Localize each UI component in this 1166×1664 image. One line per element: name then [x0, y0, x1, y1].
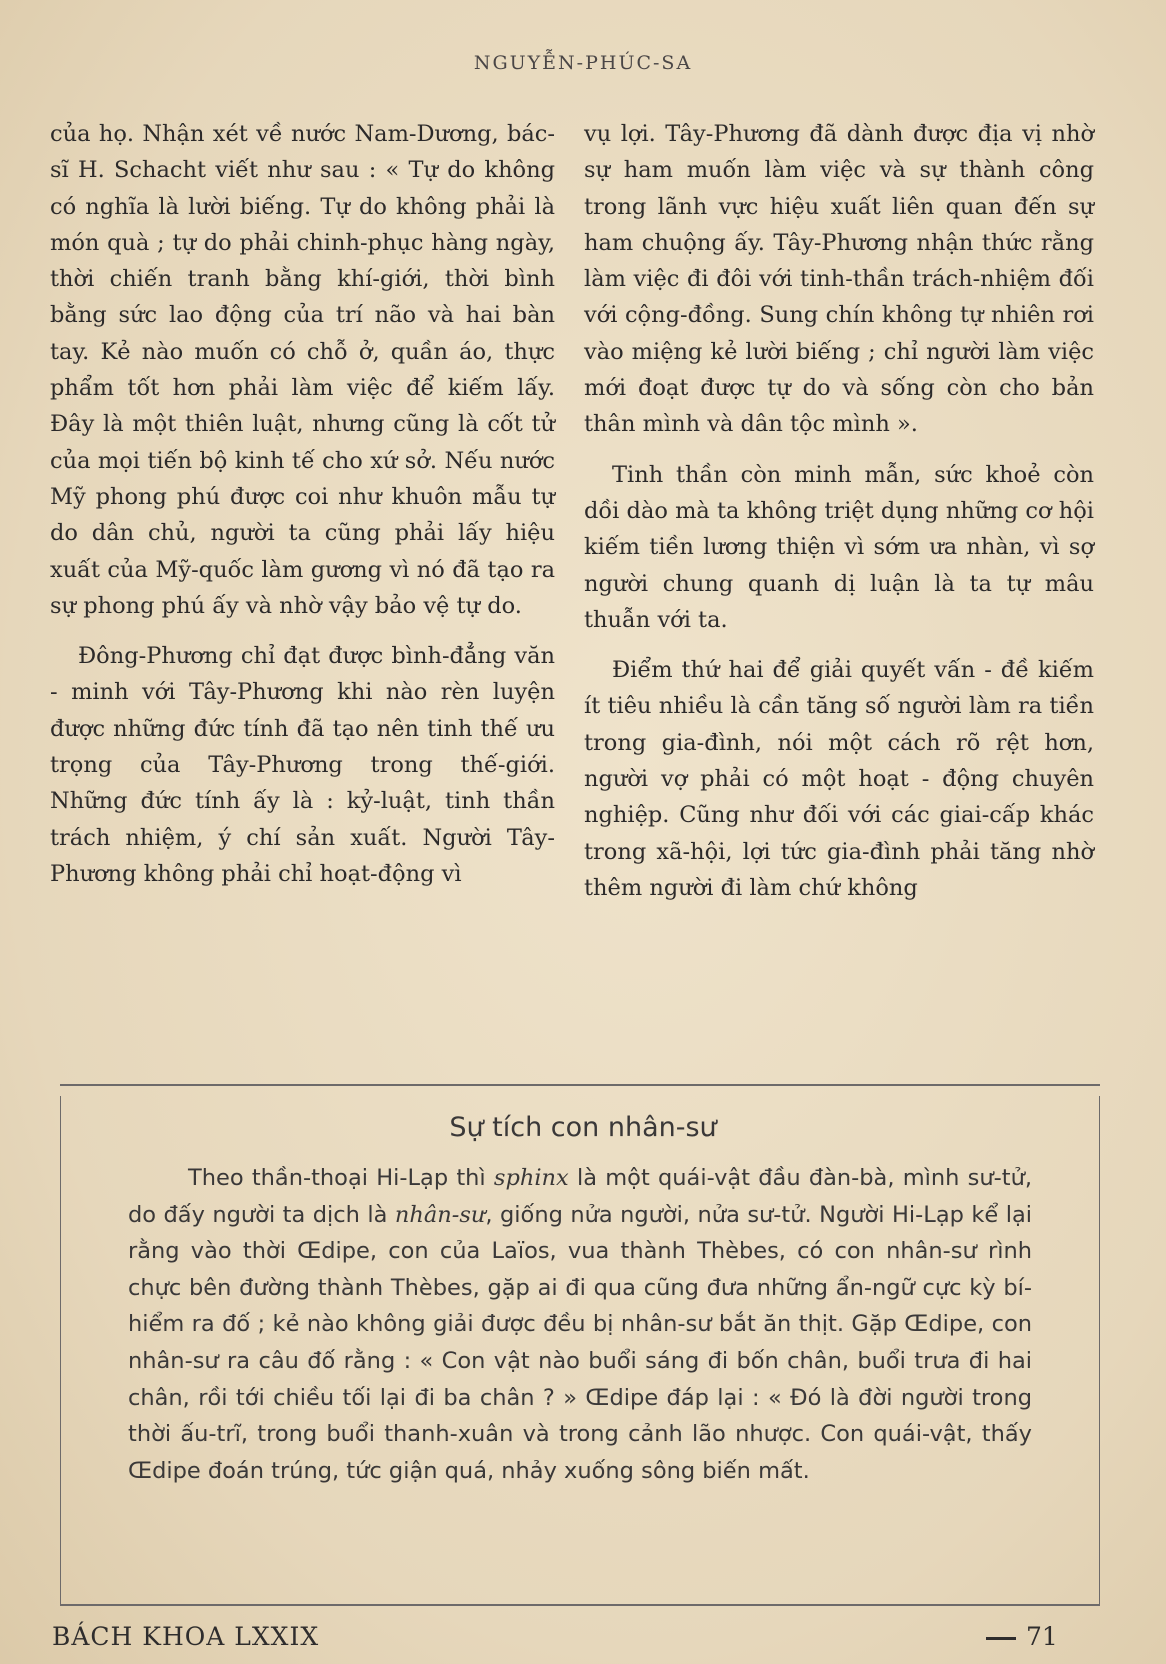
sidebar-paragraph: [128, 1160, 1032, 1489]
top-divider: [60, 1084, 1100, 1086]
right-column: [584, 116, 1094, 906]
left-column: [50, 116, 555, 892]
sidebar-body: [128, 1160, 1032, 1489]
sidebar-title: Sự tích con nhân-sư: [449, 1112, 717, 1143]
sidebar-term-nhan-su: nhân-sư: [394, 1201, 486, 1228]
right-paragraph-2: Tinh thần còn minh mẫn, sức khoẻ còn dồi dào mà ta không triệt dụng những cơ hội kiếm tiền lương thiện vì sớm ưa nhàn, vì sợ người chung quanh dị luận là ta tự mâu thuẫn với ta.: [584, 461, 1094, 633]
publication-name: BÁCH KHOA LXXIX: [52, 1622, 320, 1651]
sidebar-text-1: Theo thần-thoại Hi-Lạp thì: [188, 1165, 494, 1191]
running-title: NGUYỄN-PHÚC-SA: [473, 52, 693, 74]
right-paragraph-3: Điểm thứ hai để giải quyết vấn - đề kiếm ít tiêu nhiều là cần tăng số người làm ra tiền trong gia-đình, nói một cách rõ rệt hơn, người vợ phải có một hoạt - động chuyên nghiệp. Cũng như đối với các giai-cấp khác trong xã-hội, lợi tức gia-đình phải tăng nhờ thêm người đi làm chứ không: [584, 657, 1094, 901]
page-number: 71: [1026, 1622, 1058, 1651]
right-paragraph-1: vụ lợi. Tây-Phương đã dành được địa vị nhờ sự ham muốn làm việc và sự thành công trong lãnh vực hiệu xuất liên quan đến sự ham chuộng ấy. Tây-Phương nhận thức rằng làm việc đi đôi với tinh-thần trách-nhiệm đối với cộng-đồng. Sung chín không tự nhiên rơi vào miệng kẻ lười biếng ; chỉ người làm việc mới đoạt được tự do và sống còn cho bản thân mình và dân tộc mình ».: [584, 121, 1094, 438]
left-paragraph-1: của họ. Nhận xét về nước Nam-Dương, bác-sĩ H. Schacht viết như sau : « Tự do không có nghĩa là lười biếng. Tự do không phải là món quà ; tự do phải chinh-phục hàng ngày, thời chiến tranh bằng khí-giới, thời bình bằng sức lao động của trí não và hai bàn tay. Kẻ nào muốn có chỗ ở, quần áo, thực phẩm tốt hơn phải làm việc để kiếm lấy. Đây là một thiên luật, nhưng cũng là cốt tử của mọi tiến bộ kinh tế cho xứ sở. Nếu nước Mỹ phong phú được coi như khuôn mẫu tự do dân chủ, người ta cũng phải lấy hiệu xuất của Mỹ-quốc làm gương vì nó đã tạo ra sự phong phú ấy và nhờ vậy bảo vệ tự do.: [50, 121, 555, 619]
page-number-block: [986, 1622, 1058, 1651]
sidebar-text-2: là một quái-vật đầu đàn-bà, mình sư-tử, do đấy người ta dịch là: [128, 1165, 1032, 1228]
sidebar-text-3: , giống nửa người, nửa sư-tử. Người Hi-Lạp kể lại rằng vào thời Œdipe, con của Laïos, vua thành Thèbes, có con nhân-sư rình chực bên đường thành Thèbes, gặp ai đi qua cũng đưa những ẩn-ngữ cực kỳ bí-hiểm ra đố ; kẻ nào không giải được đều bị nhân-sư bắt ăn thịt. Gặp Œdipe, con nhân-sư ra câu đố rằng : « Con vật nào buổi sáng đi bốn chân, buổi trưa đi hai chân, rồi tới chiều tối lại đi ba chân ? » Œdipe đáp lại : « Đó là đời người trong thời ấu-trĩ, trong buổi thanh-xuân và trong cảnh lão nhược. Con quái-vật, thấy Œdipe đoán trúng, tức giận quá, nhảy xuống sông biến mất.: [128, 1201, 1032, 1484]
sidebar-term-sphinx: sphinx: [493, 1165, 569, 1191]
left-paragraph-2: Đông-Phương chỉ đạt được bình-đẳng văn - minh với Tây-Phương khi nào rèn luyện được những đức tính đã tạo nên tinh thế ưu trọng của Tây-Phương trong thế-giới. Những đức tính ấy là : kỷ-luật, tinh thần trách nhiệm, ý chí sản xuất. Người Tây-Phương không phải chỉ hoạt-động vì: [50, 643, 555, 887]
bottom-divider: [60, 1604, 1100, 1606]
dash-mark: [986, 1637, 1016, 1640]
